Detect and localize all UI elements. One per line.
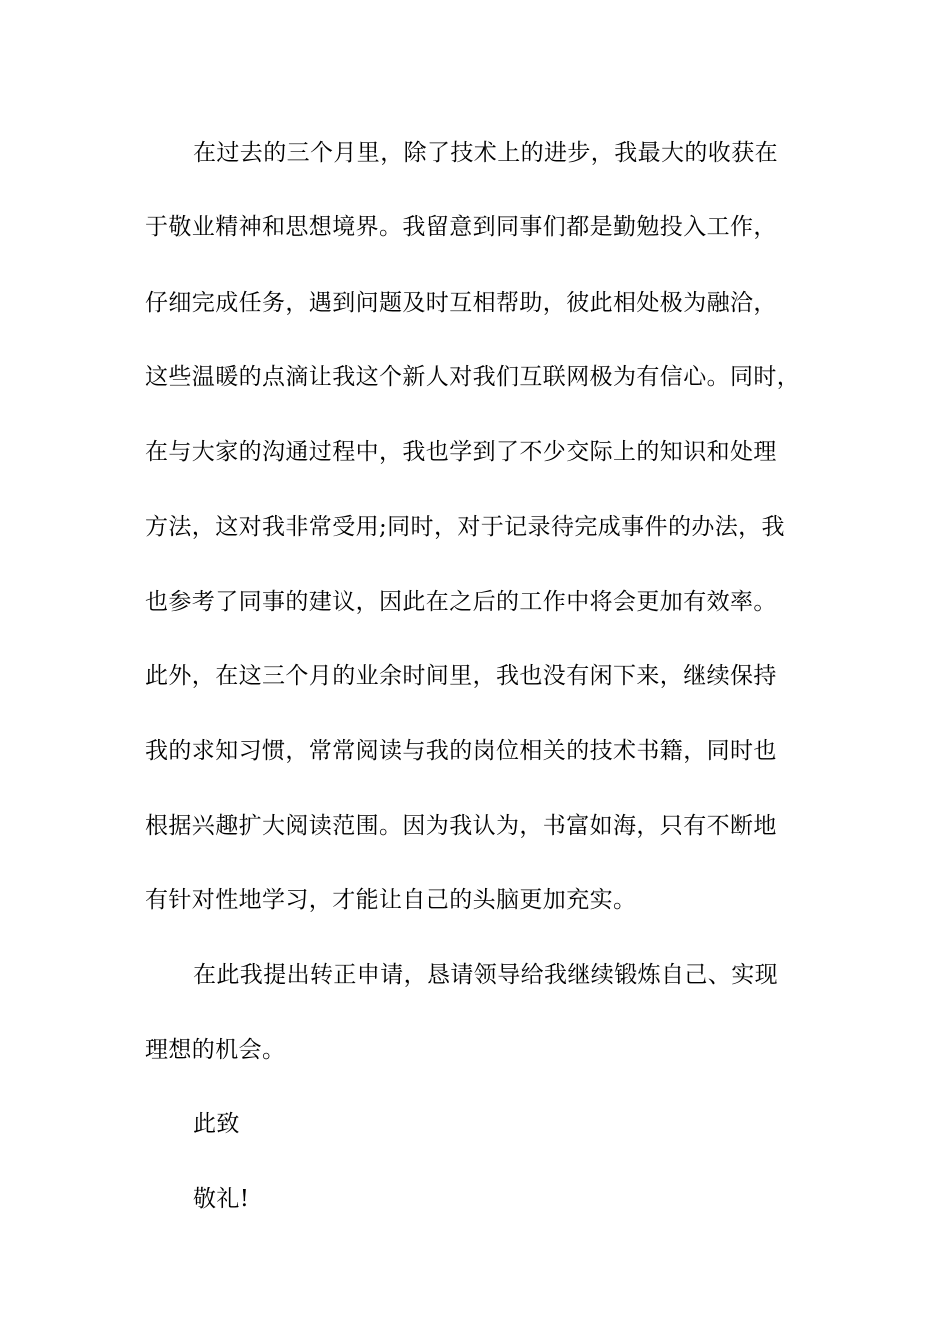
- closing-salutation: 此致: [193, 1111, 240, 1137]
- paragraph-1-line-10: 根据兴趣扩大阅读范围。因为我认为，书富如海，只有不断地: [145, 813, 777, 839]
- paragraph-1-line-5: 在与大家的沟通过程中，我也学到了不少交际上的知识和处理: [145, 439, 777, 465]
- paragraph-1-line-2: 于敬业精神和思想境界。我留意到同事们都是勤勉投入工作，: [145, 214, 777, 240]
- paragraph-1-line-11: 有针对性地学习，才能让自己的头脑更加充实。: [145, 887, 637, 913]
- paragraph-1-line-8: 此外，在这三个月的业余时间里，我也没有闲下来，继续保持: [145, 663, 777, 689]
- paragraph-1-line-7: 也参考了同事的建议，因此在之后的工作中将会更加有效率。: [145, 589, 777, 615]
- paragraph-1-line-9: 我的求知习惯，常常阅读与我的岗位相关的技术书籍，同时也: [145, 738, 777, 764]
- closing-regards: 敬礼!: [193, 1186, 250, 1212]
- paragraph-2-line-2: 理想的机会。: [145, 1037, 286, 1063]
- paragraph-1-line-6: 方法，这对我非常受用;同时，对于记录待完成事件的办法，我: [145, 514, 785, 540]
- paragraph-2-line-1: 在此我提出转正申请，恳请领导给我继续锻炼自己、实现: [193, 962, 778, 988]
- paragraph-1-line-1: 在过去的三个月里，除了技术上的进步，我最大的收获在: [193, 140, 778, 166]
- paragraph-1-line-3: 仔细完成任务，遇到问题及时互相帮助，彼此相处极为融洽，: [145, 290, 777, 316]
- paragraph-1-line-4: 这些温暖的点滴让我这个新人对我们互联网极为有信心。同时，: [145, 364, 801, 390]
